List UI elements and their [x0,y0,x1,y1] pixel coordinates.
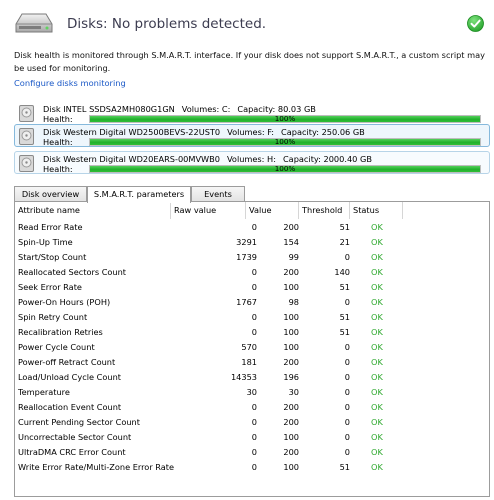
value: 200 [283,417,299,427]
hard-disk-icon [14,12,54,36]
value: 100 [283,462,299,472]
health-percent: 100% [274,137,296,146]
table-row[interactable] [15,370,489,385]
threshold: 51 [339,312,350,322]
disk-name: Disk Western Digital WD2500BEVS-22UST0 [43,127,221,137]
threshold: 51 [339,462,350,472]
table-row[interactable] [15,265,489,280]
health-progress-bar [89,138,481,146]
attribute-name: Power-On Hours (POH) [18,297,111,307]
raw-value: 0 [251,462,257,472]
hard-disk-icon [19,128,34,145]
attribute-name: Power Cycle Count [18,342,95,352]
table-row[interactable] [15,310,489,325]
header [14,10,486,42]
health-percent: 100% [274,114,296,123]
disk-volumes: Volumes: F: [227,127,275,137]
table-row[interactable] [15,460,489,475]
raw-value: 3291 [236,237,257,247]
threshold: 0 [344,252,350,262]
page-title: Disks: No problems detected. [67,16,267,32]
check-circle-icon [467,15,484,32]
value: 100 [283,432,299,442]
raw-value: 0 [251,282,257,292]
attribute-name: Start/Stop Count [18,252,87,262]
disk-name: Disk Western Digital WD20EARS-00MVWB0 [43,154,220,164]
status-ok: OK [371,342,383,352]
threshold: 51 [339,282,350,292]
attribute-name: Spin-Up Time [18,237,73,247]
value: 196 [283,372,299,382]
threshold: 0 [344,372,350,382]
table-row[interactable] [15,400,489,415]
threshold: 51 [339,327,350,337]
value: 30 [288,387,299,397]
status-ok: OK [371,432,383,442]
value: 200 [283,222,299,232]
table-row[interactable] [15,385,489,400]
status-ok: OK [371,222,383,232]
status-ok: OK [371,402,383,412]
smart-table [14,201,490,497]
threshold: 0 [344,402,350,412]
table-row[interactable] [15,340,489,355]
threshold: 21 [339,237,350,247]
attribute-name: Load/Unload Cycle Count [18,372,121,382]
tab-events[interactable]: Events [191,186,245,202]
status-ok: OK [371,237,383,247]
threshold: 0 [344,447,350,457]
threshold: 51 [339,222,350,232]
health-label: Health: [43,137,73,147]
value: 200 [283,447,299,457]
table-row[interactable] [15,235,489,250]
hard-disk-icon [19,155,34,172]
column-header-threshold[interactable]: Threshold [299,202,350,219]
attribute-name: Reallocation Event Count [18,402,122,412]
table-row[interactable] [15,220,489,235]
attribute-name: Write Error Rate/Multi-Zone Error Rate [18,462,175,472]
threshold: 0 [344,432,350,442]
attribute-name: Recalibration Retries [18,327,103,337]
threshold: 0 [344,342,350,352]
disk-capacity: Capacity: 250.06 GB [281,127,365,137]
health-progress-bar [89,115,481,123]
disk-info [43,127,372,137]
column-header-attribute[interactable]: Attribute name [15,202,171,219]
disk-item-wd2500[interactable] [14,124,490,147]
value: 200 [283,267,299,277]
raw-value: 0 [251,267,257,277]
raw-value: 0 [251,402,257,412]
raw-value: 0 [251,447,257,457]
status-ok: OK [371,417,383,427]
tab-smart-parameters[interactable]: S.M.A.R.T. parameters [87,186,191,203]
table-row[interactable] [15,280,489,295]
threshold: 0 [344,387,350,397]
raw-value: 0 [251,417,257,427]
status-ok: OK [371,297,383,307]
table-row[interactable] [15,355,489,370]
raw-value: 30 [246,387,257,397]
status-ok: OK [371,357,383,367]
health-label: Health: [43,114,73,124]
health-progress-bar [89,165,481,173]
attribute-name: Power-off Retract Count [18,357,116,367]
disk-item-wd20ears[interactable] [14,151,490,174]
threshold: 0 [344,417,350,427]
disk-volumes: Volumes: H: [226,154,276,164]
raw-value: 1767 [236,297,257,307]
table-row[interactable] [15,250,489,265]
attribute-name: Spin Retry Count [18,312,88,322]
attribute-name: Seek Error Rate [18,282,82,292]
value: 100 [283,282,299,292]
attribute-name: Reallocated Sectors Count [18,267,127,277]
raw-value: 0 [251,432,257,442]
value: 100 [283,342,299,352]
table-row[interactable] [15,295,489,310]
threshold: 0 [344,297,350,307]
status-ok: OK [371,282,383,292]
raw-value: 0 [251,222,257,232]
tab-disk-overview[interactable]: Disk overview [14,186,87,202]
disk-name: Disk INTEL SSDSA2MH080G1GN [43,104,175,114]
disk-volumes: Volumes: C: [181,104,231,114]
attribute-name: Read Error Rate [18,222,83,232]
health-label: Health: [43,164,73,174]
column-header-status[interactable]: Status [350,202,403,219]
value: 154 [283,237,299,247]
value: 100 [283,312,299,322]
attribute-name: Temperature [18,387,70,397]
table-row[interactable] [15,325,489,340]
attribute-name: Uncorrectable Sector Count [18,432,132,442]
raw-value: 0 [251,327,257,337]
value: 200 [283,402,299,412]
disk-info [43,154,379,164]
raw-value: 14353 [230,372,257,382]
raw-value: 1739 [236,252,257,262]
status-ok: OK [371,387,383,397]
health-percent: 100% [274,164,296,173]
attribute-name: UltraDMA CRC Error Count [18,447,126,457]
description-text: Disk health is monitored through S.M.A.R.T. interface. If your disk does not support S.M.A.R.T., a custom script may be used for monitoring. [14,50,485,73]
table-row[interactable] [15,445,489,460]
table-row[interactable] [15,430,489,445]
status-ok: OK [371,372,383,382]
column-header-raw-value[interactable]: Raw value [171,202,246,219]
disk-capacity: Capacity: 2000.40 GB [282,154,372,164]
status-ok: OK [371,327,383,337]
table-row[interactable] [15,415,489,430]
threshold: 0 [344,357,350,367]
status-ok: OK [371,267,383,277]
value: 99 [288,252,299,262]
disk-capacity: Capacity: 80.03 GB [237,104,316,114]
configure-disks-link[interactable]: Configure disks monitoring [14,78,126,88]
value: 100 [283,327,299,337]
raw-value: 570 [241,342,257,352]
status-ok: OK [371,447,383,457]
status-ok: OK [371,312,383,322]
status-ok: OK [371,252,383,262]
value: 98 [288,297,299,307]
column-header-value[interactable]: Value [246,202,299,219]
raw-value: 0 [251,312,257,322]
value: 200 [283,357,299,367]
disk-info [43,104,323,114]
raw-value: 181 [241,357,257,367]
threshold: 140 [334,267,350,277]
status-ok: OK [371,462,383,472]
hard-disk-icon [19,105,34,122]
disk-item-intel[interactable] [14,101,490,124]
attribute-name: Current Pending Sector Count [18,417,140,427]
